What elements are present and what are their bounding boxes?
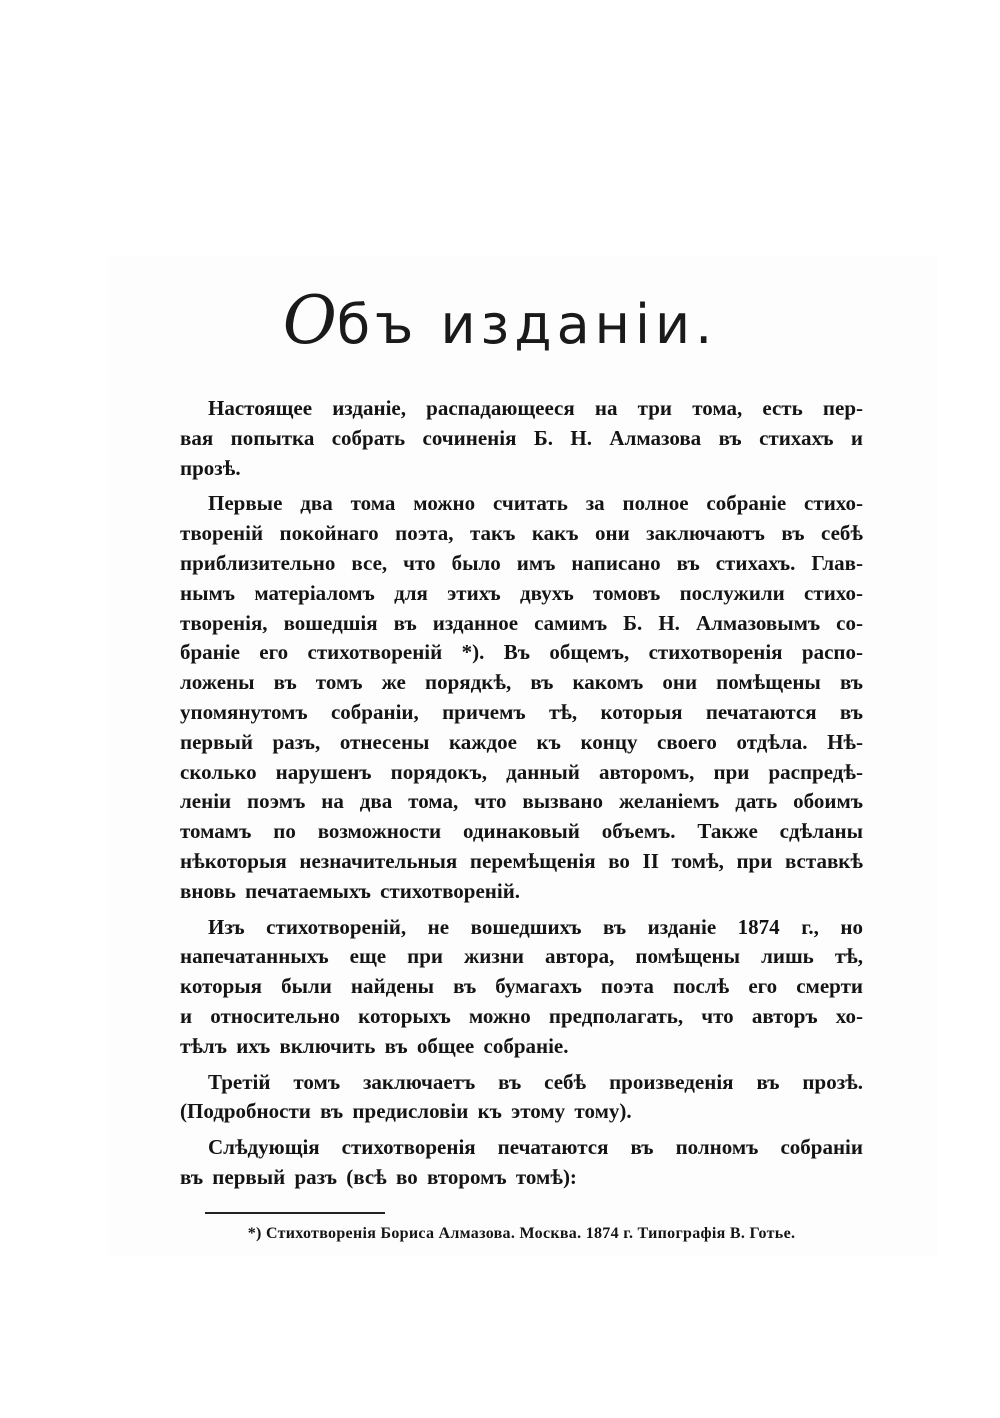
text-line: сколько нарушенъ порядокъ, данный авторомъ, при распредѣ- (180, 759, 863, 784)
text-line: браніе его стихотвореній *). Въ общемъ, стихотворенія распо- (180, 640, 863, 665)
text-line: напечатанныхъ еще при жизни автора, помѣщены лишь тѣ, (180, 944, 863, 969)
paragraph-4 (180, 1068, 863, 1128)
footnote: *) Стихотворенія Бориса Алмазова. Москва. 1874 г. Типографія В. Готье. (247, 1225, 796, 1242)
text-line: Третій томъ заключаетъ въ себѣ произведенія въ прозѣ. (208, 1069, 863, 1094)
title-text: бъ изданіи. (336, 293, 718, 356)
text-line: ложены въ томъ же порядкѣ, въ какомъ они помѣщены въ (180, 670, 863, 695)
text-line: (Подробности въ предисловіи къ этому тому). (180, 1099, 632, 1124)
text-line: которыя были найдены въ бумагахъ поэта послѣ его смерти (180, 974, 863, 999)
text-line: творенія, вошедшія въ изданное самимъ Б. Н. Алмазовымъ со- (180, 610, 863, 635)
text-line: твореній покойнаго поэта, такъ какъ они заключаютъ въ себѣ (180, 521, 863, 546)
text-line: прозѣ. (180, 455, 241, 480)
paragraph-2 (180, 489, 863, 906)
text-line: томамъ по возможности одинаковый объемъ. Также сдѣланы (180, 819, 863, 844)
title-initial: О (282, 282, 337, 359)
text-line: Настоящее изданіе, распадающееся на три тома, есть пер- (208, 396, 863, 420)
footnote-divider (205, 1212, 385, 1214)
text-line: въ первый разъ (всѣ во второмъ томѣ): (180, 1164, 577, 1189)
text-line: Слѣдующія стихотворенія печатаются въ полномъ собраніи (208, 1135, 863, 1160)
text-line: вая попытка собрать сочиненія Б. Н. Алмазова въ стихахъ и (180, 425, 863, 450)
body-text (180, 394, 863, 1199)
text-line: и относительно которыхъ можно предполагать, что авторъ хо- (180, 1003, 863, 1028)
text-line: приблизительно все, что было имъ написано въ стихахъ. Глав- (180, 550, 863, 575)
paragraph-3 (180, 913, 863, 1062)
text-line: вновь печатаемыхъ стихотвореній. (180, 878, 521, 903)
text-line: леніи поэмъ на два тома, что вызвано желаніемъ дать обоимъ (180, 789, 863, 814)
paragraph-1 (180, 394, 863, 483)
text-line: нымъ матеріаломъ для этихъ двухъ томовъ послужили стихо- (180, 580, 863, 605)
page-title (0, 282, 1000, 359)
text-line: тѣлъ ихъ включить въ общее собраніе. (180, 1033, 569, 1058)
text-line: упомянутомъ собраніи, причемъ тѣ, которыя печатаются въ (180, 699, 863, 724)
text-line: Изъ стихотвореній, не вошедшихъ въ изданіе 1874 г., но (208, 914, 863, 939)
text-line: нѣкоторыя незначительныя перемѣщенія во II томѣ, при вставкѣ (180, 848, 863, 873)
text-line: Первые два тома можно считать за полное собраніе стихо- (208, 491, 863, 516)
paragraph-5 (180, 1133, 863, 1193)
text-line: первый разъ, отнесены каждое къ концу своего отдѣла. Нѣ- (180, 729, 863, 754)
